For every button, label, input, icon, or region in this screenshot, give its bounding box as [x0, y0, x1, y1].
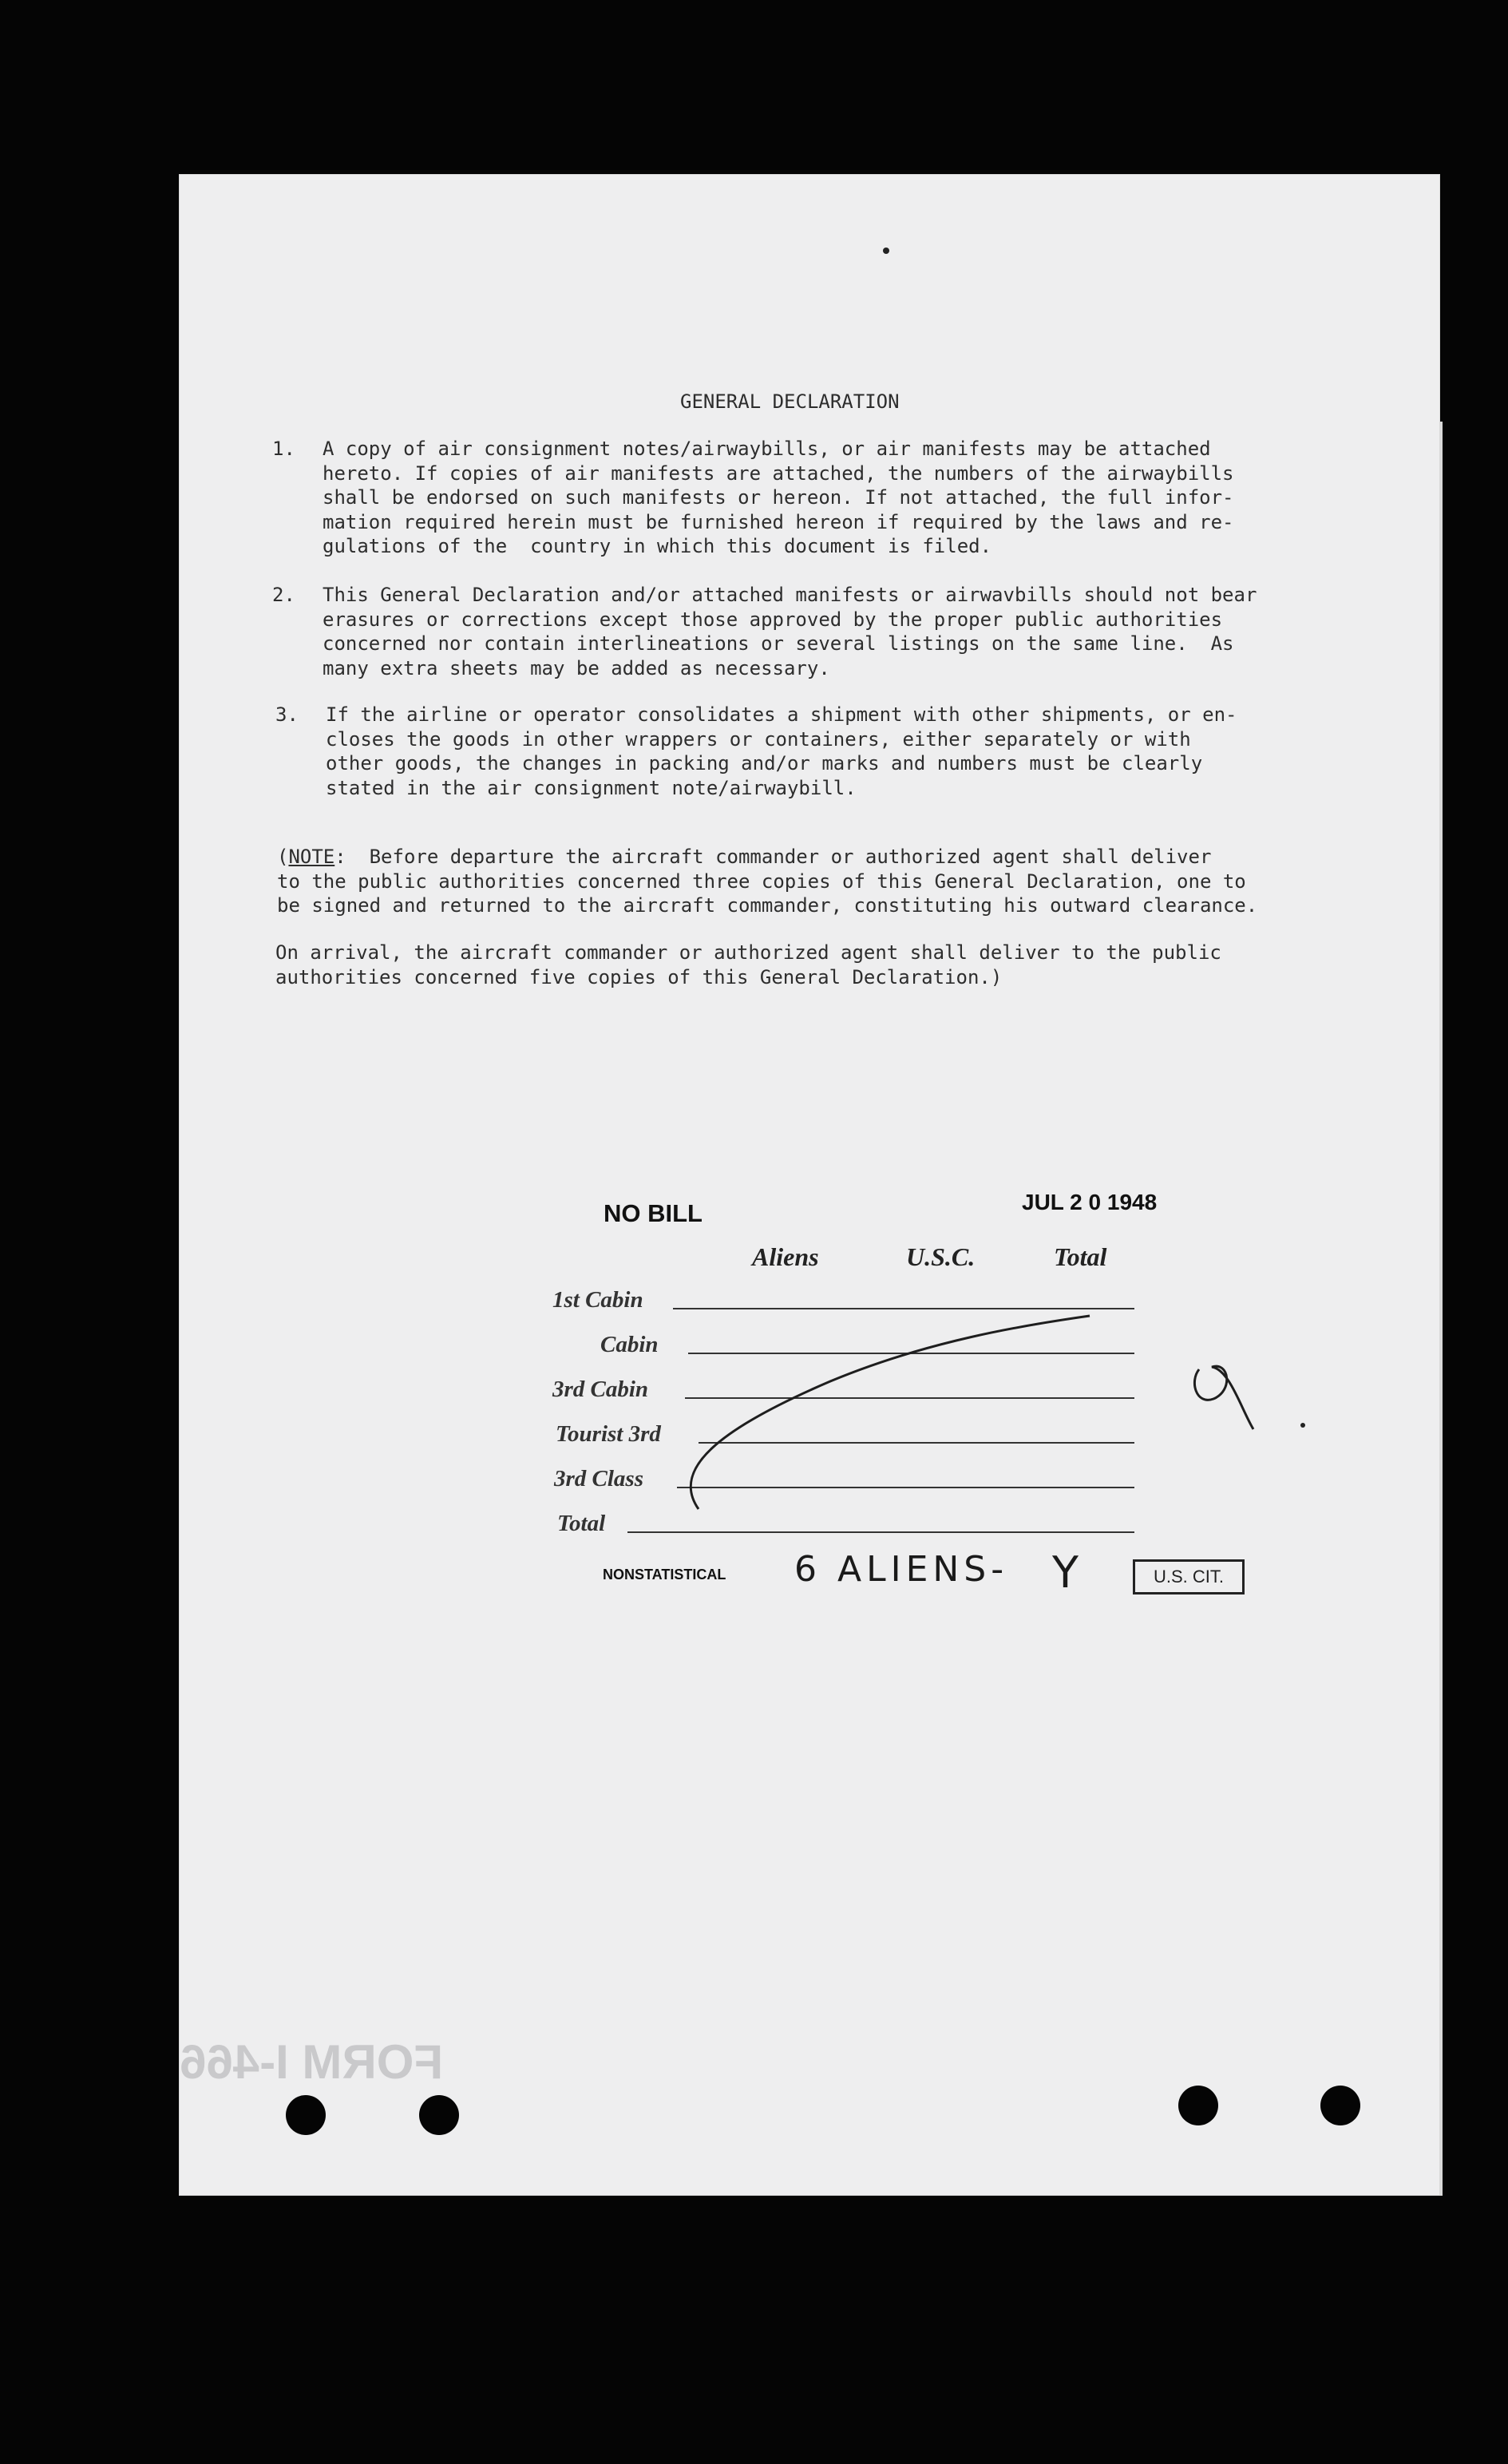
item-3-line: If the airline or operator consolidates a shipment with other shipments, or en-: [326, 703, 1237, 726]
item-1-line: gulations of the country in which this document is filed.: [323, 535, 992, 557]
note-line: : Before departure the aircraft commander or authorized agent shall deliver: [334, 846, 1212, 868]
row-total: Total: [557, 1511, 606, 1536]
item-1-line: mation required herein must be furnished hereon if required by the laws and re-: [323, 510, 1234, 533]
handwritten-aliens-count: 6 ALIENS-: [794, 1549, 1009, 1590]
arrival-line: On arrival, the aircraft commander or authorized agent shall deliver to the public: [275, 941, 1221, 964]
column-total: Total: [1054, 1242, 1107, 1271]
row-first-cabin: 1st Cabin: [552, 1287, 643, 1313]
date-stamp: JUL 2 0 1948: [1022, 1190, 1158, 1214]
ink-dot: [1300, 1423, 1305, 1428]
item-number: 3.: [275, 703, 299, 726]
item-1-line: shall be endorsed on such manifests or hereon. If not attached, the full infor-: [323, 486, 1234, 509]
column-usc: U.S.C.: [906, 1242, 976, 1271]
handwritten-mark: Y: [1052, 1547, 1079, 1598]
item-1-line: hereto. If copies of air manifests are attached, the numbers of the airwaybills: [323, 462, 1234, 485]
note-line: to the public authorities concerned three copies of this General Declaration, one to: [277, 870, 1246, 893]
item-2-line: erasures or corrections except those approved by the proper public authorities: [323, 608, 1223, 631]
row-third-class: 3rd Class: [554, 1466, 644, 1491]
item-number: 1.: [272, 438, 295, 460]
no-bill-stamp: NO BILL: [604, 1199, 703, 1227]
note-open: (: [277, 846, 289, 868]
note-line: be signed and returned to the aircraft commander, constituting his outward clearance.: [277, 894, 1258, 917]
item-2-line: many extra sheets may be added as necessary.: [323, 656, 830, 679]
ink-dot: [883, 248, 889, 254]
arrival-line: authorities concerned five copies of this General Declaration.): [275, 965, 1003, 988]
row-cabin: Cabin: [600, 1332, 659, 1357]
item-3-line: closes the goods in other wrappers or containers, either separately or with: [326, 727, 1191, 751]
item-1-line: A copy of air consignment notes/airwaybills, or air manifests may be attached: [323, 438, 1211, 460]
page-title: GENERAL DECLARATION: [680, 390, 900, 413]
row-third-cabin: 3rd Cabin: [552, 1377, 649, 1402]
item-number: 2.: [272, 584, 295, 606]
punch-hole: [286, 2095, 326, 2135]
row-tourist-third: Tourist 3rd: [556, 1421, 661, 1447]
nonstatistical-stamp: NONSTATISTICAL: [603, 1567, 726, 1583]
item-2-line: concerned nor contain interlineations or several listings on the same line. As: [323, 632, 1234, 655]
note-label: NOTE: [288, 846, 335, 868]
punch-hole: [1178, 2086, 1218, 2125]
us-cit-stamp: U.S. CIT.: [1133, 1559, 1245, 1594]
item-2-line: This General Declaration and/or attached manifests or airwavbills should not bear: [323, 584, 1257, 606]
punch-hole: [1320, 2086, 1360, 2125]
item-3-line: other goods, the changes in packing and/or marks and numbers must be clearly: [326, 752, 1203, 774]
item-3-line: stated in the air consignment note/airwaybill.: [326, 776, 857, 799]
handwritten-initial-mark: [1194, 1366, 1253, 1429]
bleed-through-form-number: FORM I-466: [180, 2035, 444, 2089]
column-aliens: Aliens: [752, 1242, 819, 1271]
punch-hole: [419, 2095, 459, 2135]
